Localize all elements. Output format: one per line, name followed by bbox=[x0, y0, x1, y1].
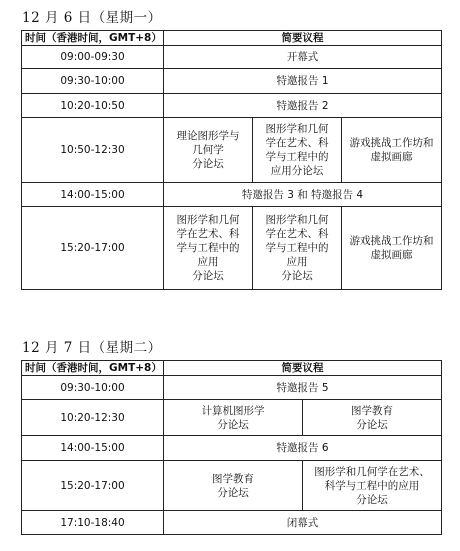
table-row bbox=[22, 461, 442, 511]
time-header: 时间（香港时间，GMT+8） bbox=[22, 361, 164, 376]
time-cell: 09:30-10:00 bbox=[22, 69, 164, 94]
time-cell: 09:00-09:30 bbox=[22, 46, 164, 69]
day2-title: 12 月 7 日（星期二） bbox=[22, 340, 162, 356]
time-cell: 17:10-18:40 bbox=[22, 511, 164, 535]
time-cell: 09:30-10:00 bbox=[22, 376, 164, 400]
table-row bbox=[22, 511, 442, 535]
agenda-cell: 特邀报告 3 和 特邀报告 4 bbox=[164, 183, 442, 207]
agenda-cell: 特邀报告 1 bbox=[164, 69, 442, 94]
table-header-row bbox=[22, 361, 442, 376]
forum-cell: 图形学和几何学在艺术、 科学与工程中的应用 分论坛 bbox=[303, 461, 442, 511]
time-cell: 15:20-17:00 bbox=[22, 461, 164, 511]
time-cell: 10:50-12:30 bbox=[22, 118, 164, 183]
table-header-row bbox=[22, 31, 442, 46]
day1-title: 12 月 6 日（星期一） bbox=[22, 10, 162, 26]
time-cell: 10:20-12:30 bbox=[22, 400, 164, 436]
table-row bbox=[22, 94, 442, 118]
forum-cell: 图学教育 分论坛 bbox=[303, 400, 442, 436]
forum-cell: 图形学和几何 学在艺术、科 学与工程中的 应用分论坛 bbox=[253, 118, 342, 183]
table-row bbox=[22, 436, 442, 461]
day1-schedule-table bbox=[21, 30, 442, 290]
forum-cell: 图形学和几何 学在艺术、科 学与工程中的 应用 分论坛 bbox=[164, 207, 253, 290]
table-row bbox=[22, 183, 442, 207]
agenda-cell: 特邀报告 2 bbox=[164, 94, 442, 118]
forum-cell: 图形学和几何 学在艺术、科 学与工程中的 应用 分论坛 bbox=[253, 207, 342, 290]
time-cell: 14:00-15:00 bbox=[22, 183, 164, 207]
agenda-header: 简要议程 bbox=[164, 31, 442, 46]
agenda-cell: 开幕式 bbox=[164, 46, 442, 69]
agenda-cell: 闭幕式 bbox=[164, 511, 442, 535]
table-row bbox=[22, 69, 442, 94]
time-cell: 14:00-15:00 bbox=[22, 436, 164, 461]
table-row bbox=[22, 46, 442, 69]
table-row bbox=[22, 207, 442, 290]
table-row bbox=[22, 118, 442, 183]
agenda-cell: 特邀报告 5 bbox=[164, 376, 442, 400]
forum-cell: 图学教育 分论坛 bbox=[164, 461, 303, 511]
forum-cell: 理论图形学与 几何学 分论坛 bbox=[164, 118, 253, 183]
forum-cell: 游戏挑战工作坊和 虚拟画廊 bbox=[342, 118, 442, 183]
day2-schedule-table bbox=[21, 360, 442, 535]
time-header: 时间（香港时间，GMT+8） bbox=[22, 31, 164, 46]
time-cell: 10:20-10:50 bbox=[22, 94, 164, 118]
table-row bbox=[22, 376, 442, 400]
time-cell: 15:20-17:00 bbox=[22, 207, 164, 290]
agenda-header: 简要议程 bbox=[164, 361, 442, 376]
forum-cell: 计算机图形学 分论坛 bbox=[164, 400, 303, 436]
table-row bbox=[22, 400, 442, 436]
agenda-cell: 特邀报告 6 bbox=[164, 436, 442, 461]
forum-cell: 游戏挑战工作坊和 虚拟画廊 bbox=[342, 207, 442, 290]
